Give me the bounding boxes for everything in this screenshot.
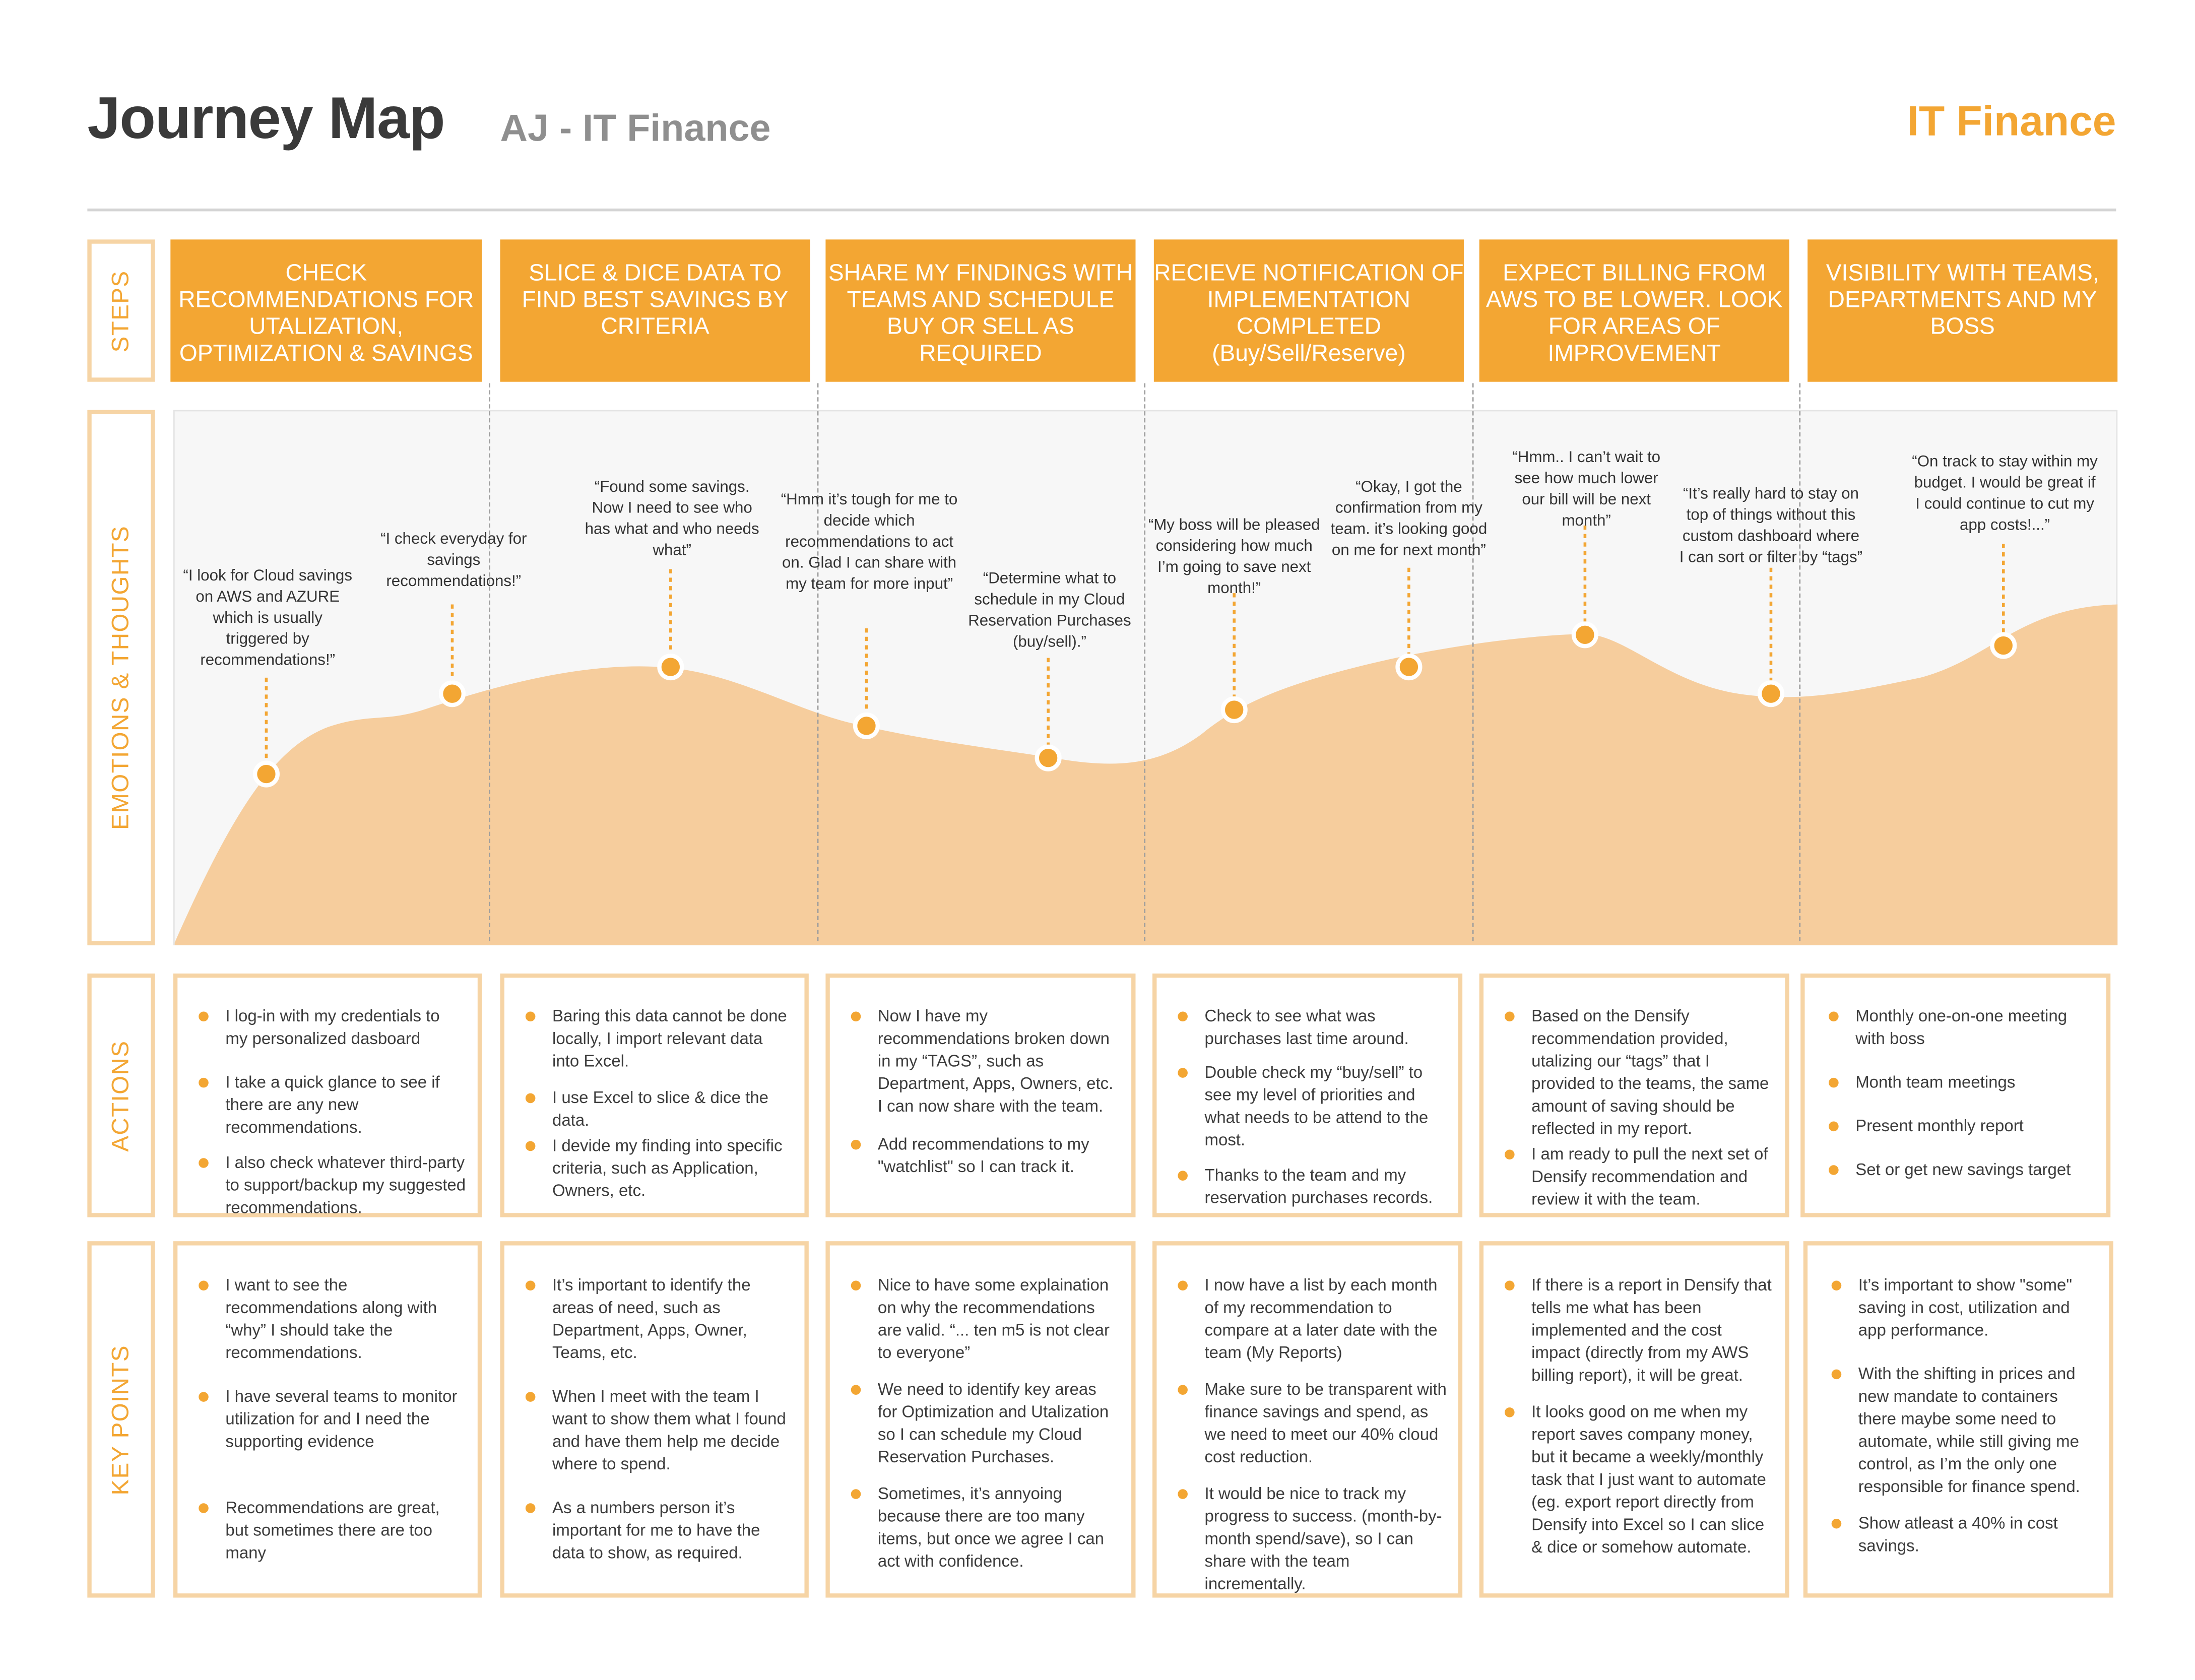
list-item: Double check my “buy/sell” to see my level of priorities and what needs to be attend to the most. xyxy=(1177,1061,1447,1151)
emotion-point xyxy=(1992,634,2015,657)
list-item: With the shifting in prices and new mandate to containers there maybe some need to automate, while still giving me control, as I’m the only one responsible for finance spend. xyxy=(1830,1363,2098,1498)
list-item: I now have a list by each month of my recommendation to compare at a later date with the team (My Reports) xyxy=(1177,1273,1447,1364)
list-item: Recommendations are great, but sometimes there are too many xyxy=(197,1496,466,1564)
list-item: I use Excel to slice & dice the data. xyxy=(524,1086,793,1131)
list-item: Nice to have some explaination on why the recommendations are valid. “... ten m5 is not clear to everyone” xyxy=(850,1273,1120,1364)
thought-quote: “Hmm.. I can’t wait to see how much lower our bill will be next month” xyxy=(1512,449,1661,530)
thought-quote: “Determine what to schedule in my Cloud Reservation Purchases (buy/sell).” xyxy=(968,570,1131,651)
actions-card xyxy=(825,974,1135,1217)
emotion-point xyxy=(1223,698,1246,721)
header-divider xyxy=(87,209,2116,212)
list-item: Baring this data cannot be done locally, I import relevant data into Excel. xyxy=(524,1004,793,1072)
list-item: Month team meetings xyxy=(1827,1071,2095,1093)
row-label-steps: STEPS xyxy=(87,239,155,381)
list-item: Sometimes, it’s annyoing because there are too many items, but once we agree I can act with confidence. xyxy=(850,1482,1120,1572)
list-item: I have several teams to monitor utilization for and I need the supporting evidence xyxy=(197,1385,466,1452)
step-card: EXPECT BILLING FROM AWS TO BE LOWER. LOOK FOR AREAS OF IMPROVEMENT xyxy=(1479,239,1789,381)
list-item: Make sure to be transparent with finance savings and spend, as we need to meet our 40% cloud cost reduction. xyxy=(1177,1378,1447,1468)
step-divider xyxy=(1472,383,1474,941)
list-item: Set or get new savings target xyxy=(1827,1158,2095,1181)
list-item: As a numbers person it’s important for me to have the data to show, as required. xyxy=(524,1496,793,1564)
actions-card xyxy=(1152,974,1462,1217)
key-points-card xyxy=(825,1241,1135,1597)
key-points-card xyxy=(1803,1241,2113,1597)
row-label-key-points: KEY POINTS xyxy=(87,1241,155,1597)
emotion-point xyxy=(1037,747,1060,769)
list-item: I also check whatever third-party to support/backup my suggested recommendations. xyxy=(197,1151,466,1218)
step-card: VISIBILITY WITH TEAMS, DEPARTMENTS AND MY BOSS xyxy=(1807,239,2117,381)
page-title: Journey Map xyxy=(87,84,445,151)
actions-card xyxy=(1800,974,2110,1217)
thought-quote: “I look for Cloud savings on AWS and AZURE which is usually triggered by recommendations!” xyxy=(183,567,352,670)
thought-quote: “It’s really hard to stay on top of things without this custom dashboard where I can sort or filter by “tags” xyxy=(1679,486,1863,566)
step-divider xyxy=(1144,383,1145,941)
list-item: Thanks to the team and my reservation purchases records. xyxy=(1177,1164,1447,1208)
step-card: SLICE & DICE DATA TO FIND BEST SAVINGS BY CRITERIA xyxy=(500,239,810,381)
thought-quote: “Okay, I got the confirmation from my team. it’s looking good on me for next month” xyxy=(1330,479,1488,559)
brand-label: IT Finance xyxy=(1907,98,2116,145)
thought-quote: “On track to stay within my budget. I would be great if I could continue to cut my app costs!...” xyxy=(1912,454,2098,534)
list-item: If there is a report in Densify that tells me what has been implemented and the cost impact (directly from my AWS billing report), it will be great. xyxy=(1503,1273,1774,1386)
row-label-actions: ACTIONS xyxy=(87,974,155,1217)
actions-card xyxy=(173,974,482,1217)
step-divider xyxy=(489,383,490,941)
key-points-card xyxy=(500,1241,809,1597)
step-card: SHARE MY FINDINGS WITH TEAMS AND SCHEDULE BUY OR SELL AS REQUIRED xyxy=(825,239,1135,381)
emotion-curve xyxy=(175,604,2118,945)
list-item: Check to see what was purchases last time around. xyxy=(1177,1004,1447,1049)
list-item: It looks good on me when my report saves company money, but it became a weekly/monthly task that I just want to automate (eg. export report directly from Densify into Excel so I can slice & dice or somehow automate. xyxy=(1503,1400,1774,1558)
list-item: I log-in with my credentials to my personalized dasboard xyxy=(197,1004,466,1049)
list-item: When I meet with the team I want to show them what I found and have them help me decide where to spend. xyxy=(524,1385,793,1475)
emotion-point xyxy=(1398,656,1421,678)
key-points-card xyxy=(1152,1241,1462,1597)
actions-card xyxy=(500,974,809,1217)
list-item: I am ready to pull the next set of Densify recommendation and review it with the team. xyxy=(1503,1142,1774,1210)
step-divider xyxy=(1799,383,1800,941)
list-item: I take a quick glance to see if there are any new recommendations. xyxy=(197,1071,466,1138)
key-points-card xyxy=(1479,1241,1789,1597)
emotion-point xyxy=(659,656,682,678)
thought-quote: “Hmm it’s tough for me to decide which recommendations to act on. Glad I can share with my team for more input” xyxy=(781,491,958,594)
list-item: It’s important to identify the areas of need, such as Department, Apps, Owner, Teams, etc. xyxy=(524,1273,793,1364)
list-item: It’s important to show "some" saving in cost, utilization and app performance. xyxy=(1830,1273,2098,1341)
list-item: Monthly one-on-one meeting with boss xyxy=(1827,1004,2095,1049)
emotion-point xyxy=(441,682,464,705)
emotion-point xyxy=(255,763,278,786)
list-item: I want to see the recommendations along with “why” I should take the recommendations. xyxy=(197,1273,466,1364)
key-points-card xyxy=(173,1241,482,1597)
step-card: RECIEVE NOTIFICATION OF IMPLEMENTATION COMPLETED (Buy/Sell/Reserve) xyxy=(1154,239,1464,381)
emotion-point xyxy=(855,715,878,737)
step-divider xyxy=(817,383,819,941)
thought-quote: “Found some savings. Now I need to see who has what and who needs what” xyxy=(585,479,759,559)
thought-quote: “My boss will be pleased considering how much I’m going to save next month!” xyxy=(1148,517,1320,598)
thought-quote: “I check everyday for savings recommendations!” xyxy=(380,531,527,591)
list-item: Show atleast a 40% in cost savings. xyxy=(1830,1512,2098,1557)
row-label-emotions: EMOTIONS & THOUGHTS xyxy=(87,410,155,945)
list-item: It would be nice to track my progress to success. (month-by-month spend/save), so I can share with the team incrementally. xyxy=(1177,1482,1447,1595)
list-item: Add recommendations to my "watchlist" so I can track it. xyxy=(850,1133,1120,1178)
step-card: CHECK RECOMMENDATIONS FOR UTALIZATION, OPTIMIZATION & SAVINGS xyxy=(170,239,482,381)
list-item: Now I have my recommendations broken down in my “TAGS”, such as Department, Apps, Owners, etc. I can now share with the team. xyxy=(850,1004,1120,1117)
page-subtitle: AJ - IT Finance xyxy=(500,107,771,150)
list-item: We need to identify key areas for Optimization and Utalization so I can schedule my Cloud Reservation Purchases. xyxy=(850,1378,1120,1468)
list-item: I devide my finding into specific criteria, such as Application, Owners, etc. xyxy=(524,1134,793,1202)
actions-card xyxy=(1479,974,1789,1217)
list-item: Based on the Densify recommendation provided, utalizing our “tags” that I provided to the teams, the same amount of saving should be reflected in my report. xyxy=(1503,1004,1774,1139)
emotion-point xyxy=(1574,623,1596,646)
list-item: Present monthly report xyxy=(1827,1115,2095,1137)
emotion-point xyxy=(1760,682,1782,705)
